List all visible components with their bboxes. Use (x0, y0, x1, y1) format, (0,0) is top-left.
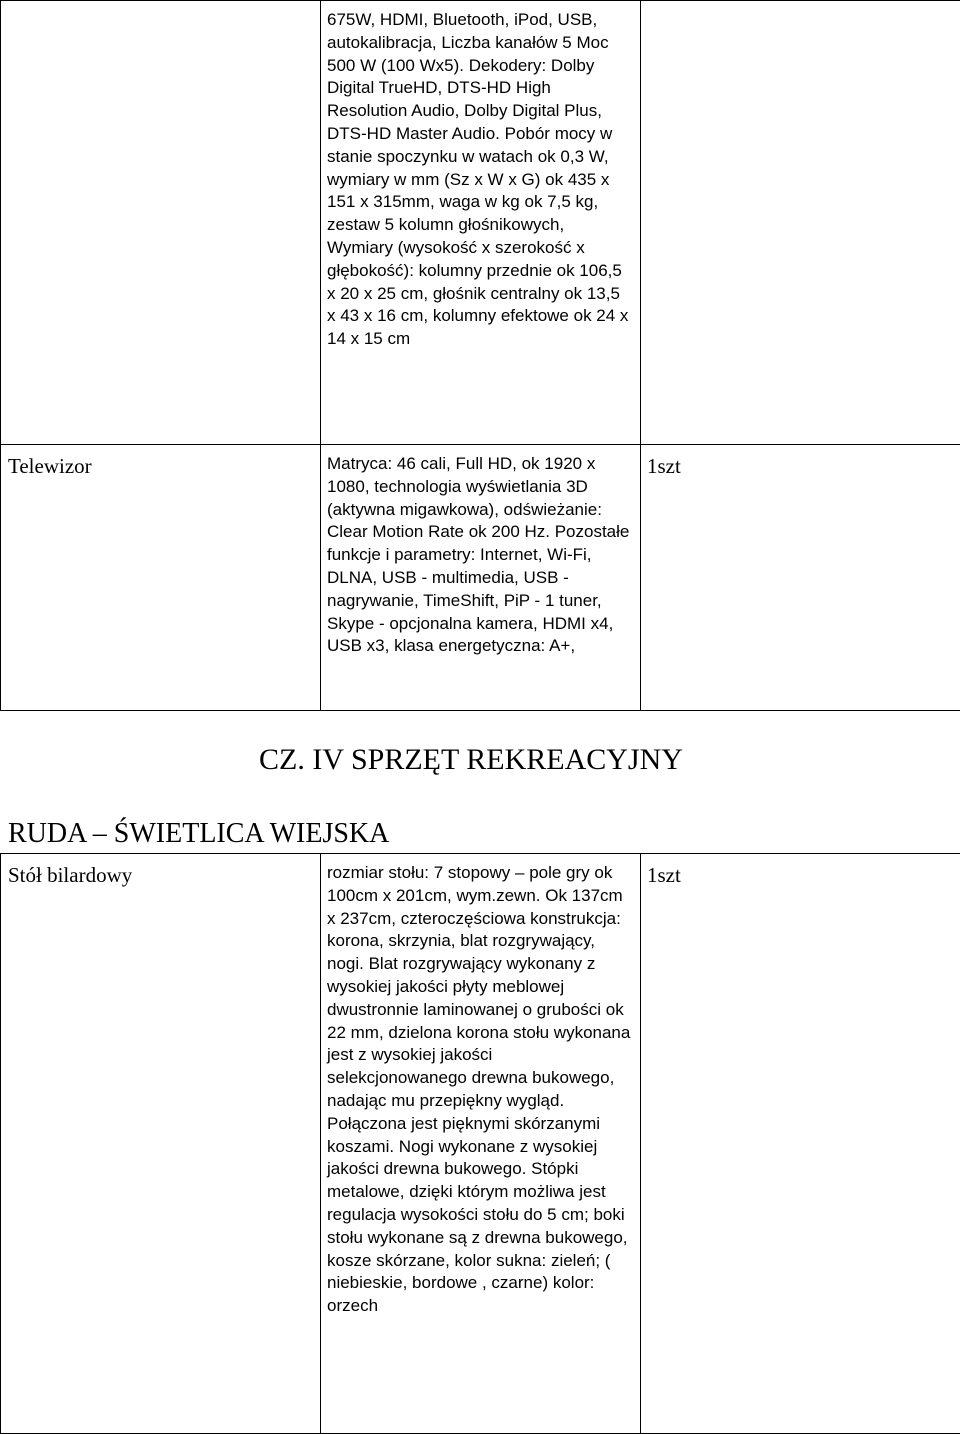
equipment-table (0, 0, 960, 711)
item-description-cell: 675W, HDMI, Bluetooth, iPod, USB, autokalibracja, Liczba kanałów 5 Moc 500 W (100 Wx5). Dekodery: Dolby Digital TrueHD, DTS-HD High Resolution Audio, Dolby Digital Plus, DTS-HD Master Audio. Pobór mocy w stanie spoczynku w watach ok 0,3 W, wymiary w mm (Sz x W x G) ok 435 x 151 x 315mm, waga w kg ok 7,5 kg, zestaw 5 kolumn głośnikowych, Wymiary (wysokość x szerokość x głębokość): kolumny przednie ok 106,5 x 20 x 25 cm, głośnik centralny ok 13,5 x 43 x 16 cm, kolumny efektowe ok 24 x 14 x 15 cm (321, 1, 641, 445)
item-name-cell: Telewizor (1, 445, 321, 711)
section-heading: CZ. IV SPRZĘT REKREACYJNY (259, 742, 683, 778)
item-quantity-cell: 1szt (641, 854, 960, 1434)
table-row (1, 1, 960, 445)
item-name-cell: Stół bilardowy (1, 854, 321, 1434)
item-quantity-cell (641, 1, 960, 445)
item-quantity-cell: 1szt (641, 445, 960, 711)
item-name-cell (1, 1, 321, 445)
item-description-cell: Matryca: 46 cali, Full HD, ok 1920 x 1080, technologia wyświetlania 3D (aktywna migawkowa), odświeżanie: Clear Motion Rate ok 200 Hz. Pozostałe funkcje i parametry: Internet, Wi-Fi, DLNA, USB - multimedia, USB - nagrywanie, TimeShift, PiP - 1 tuner, Skype - opcjonalna kamera, HDMI x4, USB x3, klasa energetyczna: A+, (321, 445, 641, 711)
item-description-cell: rozmiar stołu: 7 stopowy – pole gry ok 100cm x 201cm, wym.zewn. Ok 137cm x 237cm, czteroczęściowa konstrukcja: korona, skrzynia, blat rozgrywający, nogi. Blat rozgrywający wykonany z wysokiej jakości płyty meblowej dwustronnie laminowanej o grubości ok 22 mm, dzielona korona stołu wykonana jest z wysokiej jakości selekcjonowanego drewna bukowego, nadając mu przepiękny wygląd. Połączona jest pięknymi skórzanymi koszami. Nogi wykonane z wysokiej jakości drewna bukowego. Stópki metalowe, dzięki którym możliwa jest regulacja wysokości stołu do 5 cm; boki stołu wykonane są z drewna bukowego, kosze skórzane, kolor sukna: zieleń; ( niebieskie, bordowe , czarne) kolor: orzech (321, 854, 641, 1434)
table-row (1, 445, 960, 711)
recreation-equipment-table (0, 853, 960, 1434)
location-heading: RUDA – ŚWIETLICA WIEJSKA (8, 817, 389, 851)
table-row (1, 854, 960, 1434)
